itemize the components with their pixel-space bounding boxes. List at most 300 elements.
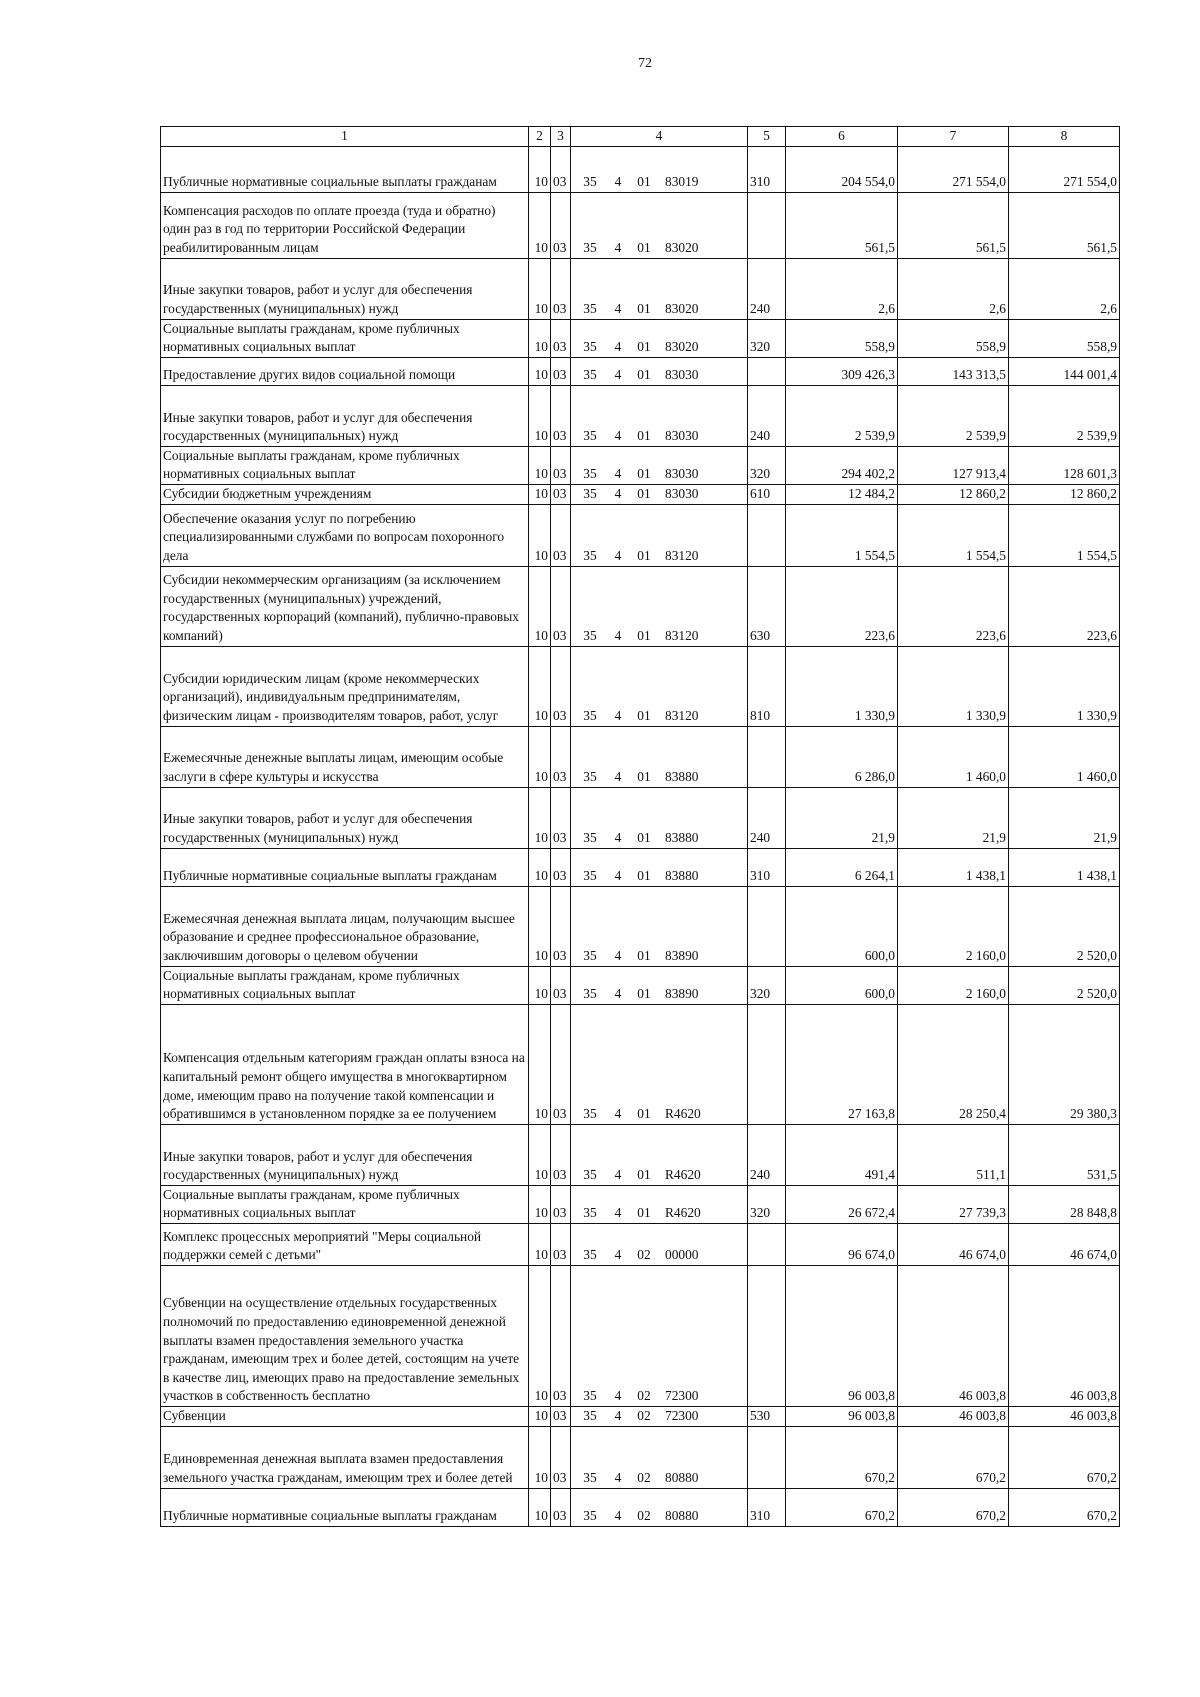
section-code: 10 — [529, 787, 551, 848]
target-article-parts — [571, 627, 747, 646]
amount-col8: 531,5 — [1009, 1124, 1120, 1185]
code-part-p4: 83880 — [665, 867, 699, 883]
row-name: Иные закупки товаров, работ и услуг для обеспечения государственных (муниципальных) нужд — [161, 258, 529, 319]
section-code: 10 — [529, 1223, 551, 1265]
target-article-parts — [571, 1204, 747, 1223]
amount-col8: 29 380,3 — [1009, 1004, 1120, 1124]
expense-type-code: 240 — [748, 1124, 786, 1185]
target-article-code — [571, 484, 748, 504]
amount-col6: 26 672,4 — [786, 1185, 898, 1223]
amount-col8: 28 848,8 — [1009, 1185, 1120, 1223]
code-part-p1: 35 — [583, 466, 597, 482]
table-row — [161, 1406, 1120, 1426]
table-row — [161, 1004, 1120, 1124]
code-part-p3: 01 — [637, 174, 651, 189]
code-part-p4: R4620 — [665, 1205, 701, 1221]
code-part-p2: 4 — [614, 1469, 622, 1485]
target-article-parts — [571, 1469, 747, 1488]
amount-col8: 558,9 — [1009, 319, 1120, 357]
expense-type-code: 240 — [748, 385, 786, 446]
amount-col6: 6 264,1 — [786, 848, 898, 886]
code-part-p3: 02 — [637, 1469, 651, 1485]
header-cell: 4 — [571, 127, 748, 147]
amount-col6: 21,9 — [786, 787, 898, 848]
code-part-p3: 01 — [637, 367, 651, 383]
target-article-parts — [571, 465, 747, 484]
expense-type-code: 240 — [748, 258, 786, 319]
expense-type-code — [748, 1223, 786, 1265]
table-row — [161, 886, 1120, 966]
amount-col7: 2,6 — [898, 258, 1009, 319]
amount-col6: 1 330,9 — [786, 646, 898, 726]
target-article-parts — [571, 1246, 747, 1265]
section-code: 10 — [529, 446, 551, 484]
target-article-code — [571, 1223, 748, 1265]
row-name: Субсидии юридическим лицам (кроме некоммерческих организаций), индивидуальным предпринимателям, физическим лицам - производителям товаров, работ, услуг — [161, 646, 529, 726]
code-part-p1: 35 — [583, 1205, 597, 1221]
expense-type-code: 610 — [748, 484, 786, 504]
code-part-p4: 83890 — [665, 947, 699, 963]
row-name: Иные закупки товаров, работ и услуг для обеспечения государственных (муниципальных) нужд — [161, 787, 529, 848]
code-part-p4: 83020 — [665, 301, 699, 316]
code-part-p1: 35 — [583, 428, 597, 444]
amount-col7: 1 554,5 — [898, 504, 1009, 566]
target-article-code — [571, 1265, 748, 1406]
code-part-p3: 02 — [637, 1247, 651, 1263]
amount-col6: 670,2 — [786, 1426, 898, 1488]
target-article-parts — [571, 366, 747, 385]
table-row — [161, 1223, 1120, 1265]
target-article-code — [571, 966, 748, 1004]
section-code: 10 — [529, 966, 551, 1004]
amount-col7: 561,5 — [898, 192, 1009, 258]
header-cell: 1 — [161, 127, 529, 147]
code-part-p2: 4 — [614, 867, 622, 883]
target-article-code — [571, 566, 748, 646]
code-part-p1: 35 — [583, 768, 597, 784]
code-part-p4: 83120 — [665, 547, 699, 563]
code-part-p1: 35 — [583, 485, 597, 501]
code-part-p4: 83890 — [665, 986, 699, 1002]
code-part-p4: 83030 — [665, 367, 699, 383]
code-part-p3: 01 — [637, 707, 651, 723]
section-code: 10 — [529, 319, 551, 357]
target-article-parts — [571, 1166, 747, 1185]
row-name: Социальные выплаты гражданам, кроме публичных нормативных социальных выплат — [161, 319, 529, 357]
amount-col7: 127 913,4 — [898, 446, 1009, 484]
amount-col7: 28 250,4 — [898, 1004, 1009, 1124]
target-article-code — [571, 848, 748, 886]
code-part-p4: R4620 — [665, 1167, 701, 1183]
target-article-code — [571, 1488, 748, 1526]
row-name: Комплекс процессных мероприятий "Меры социальной поддержки семей с детьми" — [161, 1223, 529, 1265]
amount-col8: 271 554,0 — [1009, 146, 1120, 192]
target-article-code — [571, 1406, 748, 1426]
target-article-code — [571, 1426, 748, 1488]
code-part-p1: 35 — [583, 174, 597, 189]
amount-col6: 309 426,3 — [786, 357, 898, 385]
section-code: 10 — [529, 1185, 551, 1223]
subsection-code: 03 — [551, 484, 571, 504]
row-name: Социальные выплаты гражданам, кроме публичных нормативных социальных выплат — [161, 1185, 529, 1223]
row-name: Предоставление других видов социальной помощи — [161, 357, 529, 385]
code-part-p3: 01 — [637, 547, 651, 563]
table-row — [161, 1488, 1120, 1526]
amount-col6: 558,9 — [786, 319, 898, 357]
target-article-parts — [571, 707, 747, 726]
code-part-p2: 4 — [614, 547, 622, 563]
subsection-code: 03 — [551, 504, 571, 566]
code-part-p3: 01 — [637, 1167, 651, 1183]
code-part-p1: 35 — [583, 301, 597, 316]
target-article-code — [571, 886, 748, 966]
table-row — [161, 1185, 1120, 1223]
subsection-code: 03 — [551, 258, 571, 319]
target-article-parts — [571, 829, 747, 848]
subsection-code: 03 — [551, 1004, 571, 1124]
header-cell: 5 — [748, 127, 786, 147]
amount-col6: 1 554,5 — [786, 504, 898, 566]
subsection-code: 03 — [551, 966, 571, 1004]
code-part-p3: 02 — [637, 1507, 651, 1523]
table-row — [161, 566, 1120, 646]
target-article-parts — [571, 239, 747, 258]
table-row — [161, 319, 1120, 357]
amount-col6: 96 674,0 — [786, 1223, 898, 1265]
amount-col8: 1 554,5 — [1009, 504, 1120, 566]
section-code: 10 — [529, 1265, 551, 1406]
code-part-p1: 35 — [583, 547, 597, 563]
amount-col7: 143 313,5 — [898, 357, 1009, 385]
table-row — [161, 504, 1120, 566]
expense-type-code: 310 — [748, 1488, 786, 1526]
section-code: 10 — [529, 726, 551, 787]
subsection-code: 03 — [551, 787, 571, 848]
code-part-p4: 83120 — [665, 627, 699, 643]
table-row — [161, 1124, 1120, 1185]
code-part-p3: 01 — [637, 1106, 651, 1122]
code-part-p2: 4 — [614, 1388, 622, 1404]
code-part-p4: 72300 — [665, 1388, 699, 1404]
header-cell: 7 — [898, 127, 1009, 147]
expense-type-code — [748, 1426, 786, 1488]
amount-col6: 204 554,0 — [786, 146, 898, 192]
code-part-p4: 83020 — [665, 339, 699, 355]
amount-col6: 2 539,9 — [786, 385, 898, 446]
code-part-p3: 01 — [637, 768, 651, 784]
target-article-code — [571, 1185, 748, 1223]
code-part-p4: 83030 — [665, 466, 699, 482]
amount-col7: 46 674,0 — [898, 1223, 1009, 1265]
target-article-parts — [571, 300, 747, 319]
code-part-p1: 35 — [583, 947, 597, 963]
target-article-code — [571, 1124, 748, 1185]
amount-col7: 21,9 — [898, 787, 1009, 848]
subsection-code: 03 — [551, 357, 571, 385]
code-part-p1: 35 — [583, 829, 597, 845]
code-part-p3: 01 — [637, 339, 651, 355]
expense-type-code: 530 — [748, 1406, 786, 1426]
amount-col6: 670,2 — [786, 1488, 898, 1526]
row-name: Публичные нормативные социальные выплаты гражданам — [161, 848, 529, 886]
code-part-p1: 35 — [583, 707, 597, 723]
amount-col6: 294 402,2 — [786, 446, 898, 484]
code-part-p4: 00000 — [665, 1247, 699, 1263]
code-part-p2: 4 — [614, 947, 622, 963]
amount-col6: 223,6 — [786, 566, 898, 646]
amount-col8: 561,5 — [1009, 192, 1120, 258]
subsection-code: 03 — [551, 192, 571, 258]
row-name: Социальные выплаты гражданам, кроме публичных нормативных социальных выплат — [161, 966, 529, 1004]
expense-type-code: 310 — [748, 146, 786, 192]
code-part-p2: 4 — [614, 428, 622, 444]
target-article-code — [571, 504, 748, 566]
code-part-p2: 4 — [614, 1106, 622, 1122]
table-row — [161, 446, 1120, 484]
row-name: Субсидии бюджетным учреждениям — [161, 484, 529, 504]
header-cell: 6 — [786, 127, 898, 147]
table-row — [161, 848, 1120, 886]
section-code: 10 — [529, 646, 551, 726]
page-number: 72 — [638, 56, 652, 71]
amount-col6: 96 003,8 — [786, 1406, 898, 1426]
row-name: Публичные нормативные социальные выплаты гражданам — [161, 146, 529, 192]
row-name: Единовременная денежная выплата взамен предоставления земельного участка гражданам, имеющим трех и более детей — [161, 1426, 529, 1488]
code-part-p2: 4 — [614, 1205, 622, 1221]
amount-col7: 223,6 — [898, 566, 1009, 646]
target-article-code — [571, 787, 748, 848]
code-part-p1: 35 — [583, 1507, 597, 1523]
code-part-p2: 4 — [614, 1247, 622, 1263]
section-code: 10 — [529, 886, 551, 966]
row-name: Субвенции — [161, 1406, 529, 1426]
subsection-code: 03 — [551, 646, 571, 726]
code-part-p2: 4 — [614, 627, 622, 643]
amount-col7: 12 860,2 — [898, 484, 1009, 504]
target-article-parts — [571, 1105, 747, 1124]
target-article-parts — [571, 485, 747, 504]
code-part-p2: 4 — [614, 339, 622, 355]
amount-col8: 2 520,0 — [1009, 886, 1120, 966]
amount-col6: 600,0 — [786, 966, 898, 1004]
expense-type-code: 310 — [748, 848, 786, 886]
code-part-p2: 4 — [614, 301, 622, 316]
target-article-parts — [571, 1407, 747, 1426]
code-part-p4: 83880 — [665, 829, 699, 845]
amount-col6: 96 003,8 — [786, 1265, 898, 1406]
amount-col8: 2 539,9 — [1009, 385, 1120, 446]
expense-type-code: 630 — [748, 566, 786, 646]
header-cell: 2 — [529, 127, 551, 147]
row-name: Ежемесячная денежная выплата лицам, получающим высшее образование и среднее профессиональное образование, заключившим договоры о целевом обучении — [161, 886, 529, 966]
target-article-code — [571, 146, 748, 192]
code-part-p3: 01 — [637, 485, 651, 501]
target-article-code — [571, 357, 748, 385]
row-name: Публичные нормативные социальные выплаты гражданам — [161, 1488, 529, 1526]
target-article-parts — [571, 1507, 747, 1526]
section-code: 10 — [529, 1406, 551, 1426]
section-code: 10 — [529, 848, 551, 886]
target-article-parts — [571, 867, 747, 886]
table-row — [161, 646, 1120, 726]
code-part-p4: 80880 — [665, 1469, 699, 1485]
amount-col8: 2,6 — [1009, 258, 1120, 319]
amount-col6: 27 163,8 — [786, 1004, 898, 1124]
target-article-parts — [571, 338, 747, 357]
table-row — [161, 787, 1120, 848]
code-part-p3: 01 — [637, 1205, 651, 1221]
table-row — [161, 966, 1120, 1004]
amount-col6: 561,5 — [786, 192, 898, 258]
expense-type-code — [748, 357, 786, 385]
code-part-p2: 4 — [614, 485, 622, 501]
code-part-p1: 35 — [583, 1388, 597, 1404]
code-part-p1: 35 — [583, 867, 597, 883]
amount-col8: 223,6 — [1009, 566, 1120, 646]
amount-col7: 558,9 — [898, 319, 1009, 357]
target-article-code — [571, 446, 748, 484]
amount-col6: 2,6 — [786, 258, 898, 319]
amount-col8: 46 674,0 — [1009, 1223, 1120, 1265]
code-part-p3: 01 — [637, 240, 651, 255]
code-part-p4: 83020 — [665, 240, 699, 255]
target-article-parts — [571, 985, 747, 1004]
row-name: Иные закупки товаров, работ и услуг для обеспечения государственных (муниципальных) нужд — [161, 385, 529, 446]
code-part-p4: R4620 — [665, 1106, 701, 1122]
amount-col7: 27 739,3 — [898, 1185, 1009, 1223]
section-code: 10 — [529, 1004, 551, 1124]
expense-type-code: 320 — [748, 319, 786, 357]
section-code: 10 — [529, 385, 551, 446]
target-article-code — [571, 258, 748, 319]
expense-type-code: 320 — [748, 446, 786, 484]
code-part-p2: 4 — [614, 240, 622, 255]
code-part-p2: 4 — [614, 174, 622, 189]
subsection-code: 03 — [551, 1265, 571, 1406]
table-row — [161, 192, 1120, 258]
table-row — [161, 258, 1120, 319]
table-row — [161, 357, 1120, 385]
code-part-p2: 4 — [614, 466, 622, 482]
amount-col7: 46 003,8 — [898, 1406, 1009, 1426]
section-code: 10 — [529, 1488, 551, 1526]
expense-type-code — [748, 192, 786, 258]
code-part-p1: 35 — [583, 1247, 597, 1263]
amount-col7: 1 330,9 — [898, 646, 1009, 726]
code-part-p2: 4 — [614, 768, 622, 784]
subsection-code: 03 — [551, 385, 571, 446]
section-code: 10 — [529, 146, 551, 192]
code-part-p1: 35 — [583, 367, 597, 383]
code-part-p1: 35 — [583, 1167, 597, 1183]
table-row — [161, 146, 1120, 192]
code-part-p3: 01 — [637, 986, 651, 1002]
subsection-code: 03 — [551, 1488, 571, 1526]
subsection-code: 03 — [551, 146, 571, 192]
table-row — [161, 484, 1120, 504]
expense-type-code — [748, 886, 786, 966]
code-part-p2: 4 — [614, 707, 622, 723]
target-article-parts — [571, 547, 747, 566]
amount-col7: 2 160,0 — [898, 886, 1009, 966]
target-article-parts — [571, 173, 747, 192]
target-article-code — [571, 192, 748, 258]
expense-type-code: 240 — [748, 787, 786, 848]
code-part-p2: 4 — [614, 986, 622, 1002]
target-article-code — [571, 385, 748, 446]
amount-col7: 670,2 — [898, 1426, 1009, 1488]
code-part-p1: 35 — [583, 627, 597, 643]
expense-type-code: 320 — [748, 966, 786, 1004]
expense-type-code: 320 — [748, 1185, 786, 1223]
amount-col8: 46 003,8 — [1009, 1406, 1120, 1426]
target-article-code — [571, 726, 748, 787]
amount-col8: 670,2 — [1009, 1426, 1120, 1488]
header-cell: 3 — [551, 127, 571, 147]
section-code: 10 — [529, 1426, 551, 1488]
section-code: 10 — [529, 504, 551, 566]
table-row — [161, 726, 1120, 787]
code-part-p1: 35 — [583, 1469, 597, 1485]
subsection-code: 03 — [551, 726, 571, 787]
amount-col8: 46 003,8 — [1009, 1265, 1120, 1406]
code-part-p1: 35 — [583, 986, 597, 1002]
row-name: Ежемесячные денежные выплаты лицам, имеющим особые заслуги в сфере культуры и искусства — [161, 726, 529, 787]
code-part-p3: 01 — [637, 867, 651, 883]
code-part-p4: 80880 — [665, 1507, 699, 1523]
amount-col7: 46 003,8 — [898, 1265, 1009, 1406]
subsection-code: 03 — [551, 848, 571, 886]
subsection-code: 03 — [551, 1406, 571, 1426]
amount-col6: 491,4 — [786, 1124, 898, 1185]
code-part-p4: 83030 — [665, 428, 699, 444]
row-name: Социальные выплаты гражданам, кроме публичных нормативных социальных выплат — [161, 446, 529, 484]
row-name: Обеспечение оказания услуг по погребению специализированными службами по вопросам похоронного дела — [161, 504, 529, 566]
subsection-code: 03 — [551, 319, 571, 357]
row-name: Компенсация отдельным категориям граждан оплаты взноса на капитальный ремонт общего имущества в многоквартирном доме, имеющим право на получение такой компенсации и обратившимся в установленном порядке за ее получением — [161, 1004, 529, 1124]
section-code: 10 — [529, 484, 551, 504]
row-name: Субвенции на осуществление отдельных государственных полномочий по предоставлению единовременной денежной выплаты взамен предоставления земельного участка гражданам, имеющим трех и более детей, состоящим на учете в качестве лиц, имеющих право на предоставление земельных участков в собственность бесплатно — [161, 1265, 529, 1406]
amount-col8: 144 001,4 — [1009, 357, 1120, 385]
row-name: Иные закупки товаров, работ и услуг для обеспечения государственных (муниципальных) нужд — [161, 1124, 529, 1185]
expense-type-code — [748, 726, 786, 787]
code-part-p1: 35 — [583, 339, 597, 355]
section-code: 10 — [529, 566, 551, 646]
code-part-p4: 83880 — [665, 768, 699, 784]
code-part-p3: 01 — [637, 627, 651, 643]
code-part-p2: 4 — [614, 1507, 622, 1523]
amount-col8: 128 601,3 — [1009, 446, 1120, 484]
section-code: 10 — [529, 1124, 551, 1185]
table-row — [161, 1426, 1120, 1488]
code-part-p4: 83019 — [665, 174, 699, 189]
amount-col8: 1 460,0 — [1009, 726, 1120, 787]
amount-col8: 21,9 — [1009, 787, 1120, 848]
code-part-p2: 4 — [614, 367, 622, 383]
code-part-p3: 01 — [637, 466, 651, 482]
code-part-p4: 83120 — [665, 707, 699, 723]
expense-type-code — [748, 1004, 786, 1124]
subsection-code: 03 — [551, 566, 571, 646]
subsection-code: 03 — [551, 1223, 571, 1265]
amount-col8: 670,2 — [1009, 1488, 1120, 1526]
target-article-parts — [571, 427, 747, 446]
section-code: 10 — [529, 192, 551, 258]
target-article-code — [571, 1004, 748, 1124]
subsection-code: 03 — [551, 886, 571, 966]
table-header-row — [161, 127, 1120, 147]
code-part-p3: 01 — [637, 947, 651, 963]
